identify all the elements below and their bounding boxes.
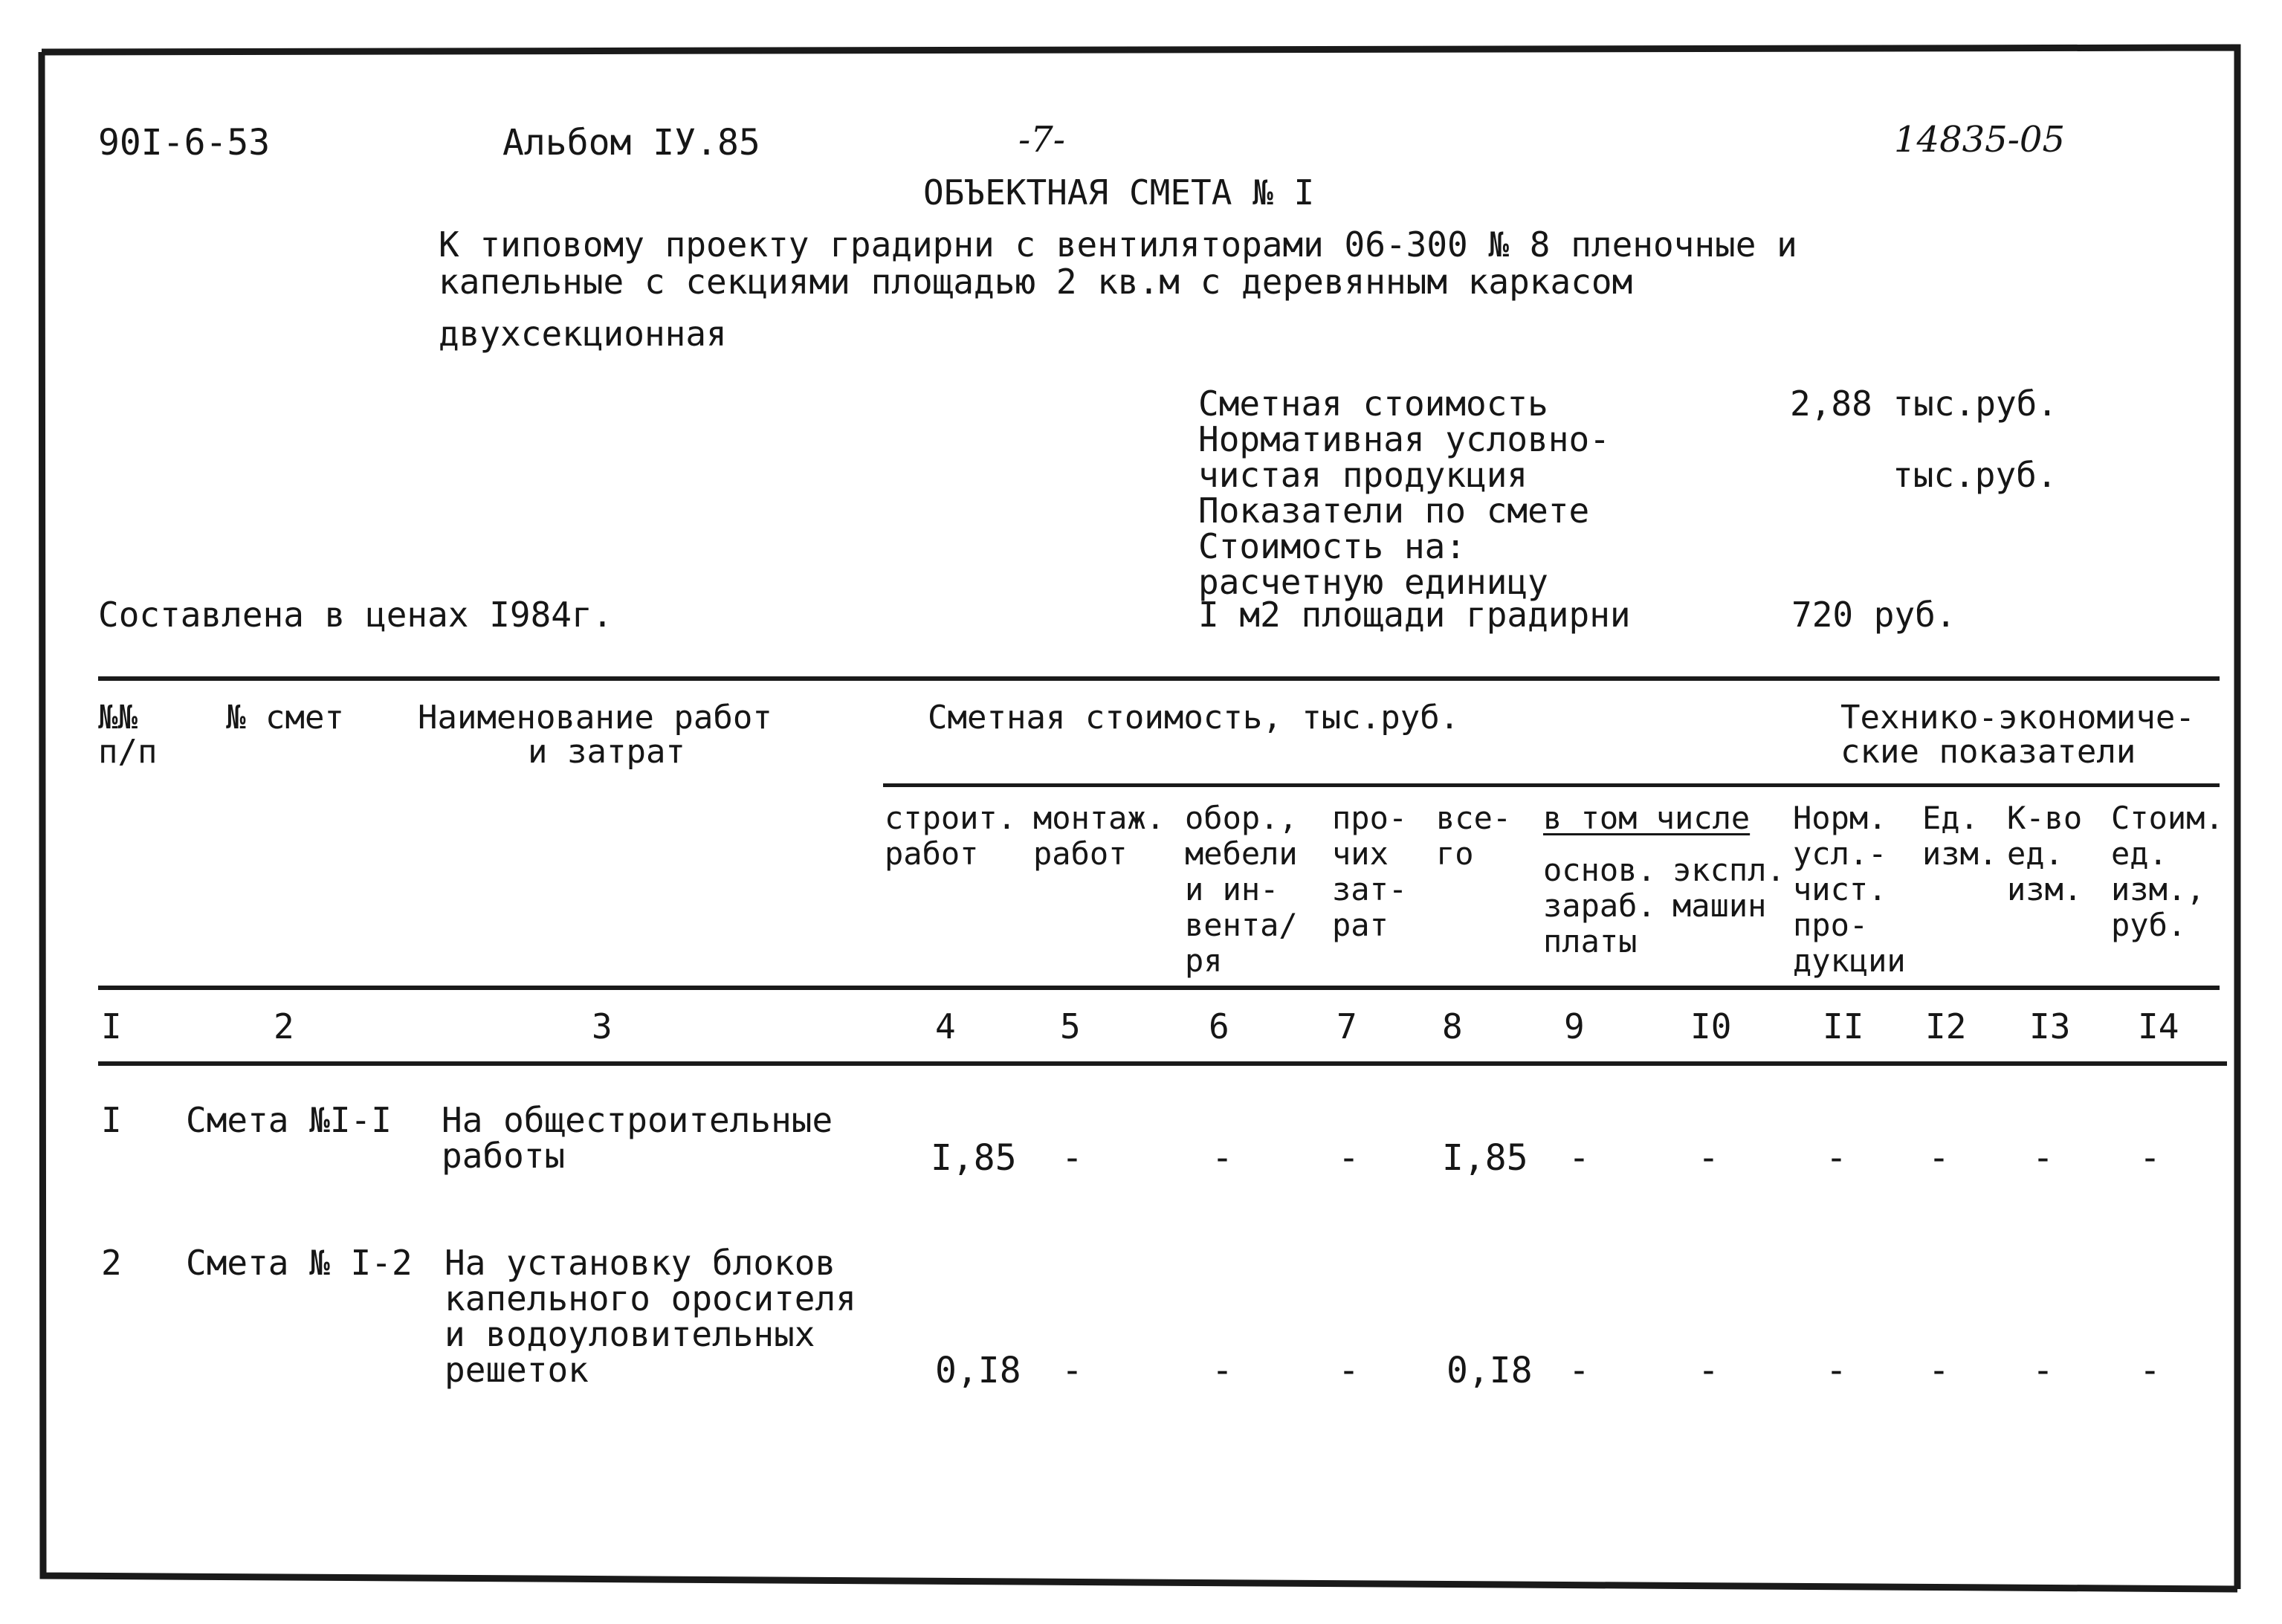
value-wages: -	[1568, 1350, 1590, 1391]
row-name-line: На установку блоков	[445, 1243, 836, 1283]
header-norm-5: дукции	[1793, 942, 1906, 979]
header-construction-2: работ	[885, 835, 979, 872]
value-norm: -	[1826, 1350, 1847, 1391]
value-total: I,85	[1442, 1137, 1528, 1179]
header-ucost-4: руб.	[2111, 907, 2187, 943]
header-num-2: п/п	[98, 733, 158, 771]
normative-label-2: чистая продукция	[1198, 455, 1528, 495]
value-qty: -	[2032, 1137, 2054, 1179]
header-unit-1: Ед.	[1922, 800, 1979, 836]
header-qty-1: К-во	[2007, 800, 2083, 836]
column-number: I4	[2138, 1006, 2179, 1046]
header-other-3: зат-	[1332, 871, 1408, 908]
header-including: в том числе	[1543, 800, 1751, 836]
header-name-2: и затрат	[528, 733, 685, 771]
table-top-rule	[98, 676, 2220, 681]
prices-note: Составлена в ценах I984г.	[98, 595, 613, 635]
header-norm-3: чист.	[1793, 871, 1887, 908]
column-number: I0	[1690, 1006, 1732, 1046]
header-wages-1: основ.	[1543, 852, 1656, 888]
column-number: 6	[1209, 1006, 1229, 1046]
row-number: I	[101, 1100, 122, 1140]
header-tech-group-2: ские показатели	[1840, 733, 2136, 771]
header-unit-2: изм.	[1922, 835, 1998, 872]
header-other-1: про-	[1332, 800, 1408, 836]
header-num-1: №№	[98, 699, 138, 737]
header-ucost-1: Стоим.	[2111, 800, 2224, 836]
numbers-bottom-rule	[98, 1061, 2227, 1066]
column-number: 9	[1564, 1006, 1585, 1046]
header-machines-1: экспл.	[1672, 852, 1785, 888]
column-number: II	[1823, 1006, 1864, 1046]
value-machines: -	[1698, 1350, 1719, 1391]
header-installation-1: монтаж.	[1033, 800, 1166, 836]
row-name-line: капельного оросителя	[445, 1278, 856, 1319]
unit-item-label: I м2 площади градирни	[1198, 595, 1631, 635]
unit-label: расчетную единицу	[1198, 562, 1548, 602]
row-estimate: Смета № I-2	[186, 1243, 413, 1283]
value-installation: -	[1061, 1350, 1083, 1391]
column-number: I2	[1925, 1006, 1967, 1046]
row-number: 2	[101, 1243, 122, 1283]
estimate-cost-value: 2,88 тыс.руб.	[1790, 384, 2058, 424]
value-unit: -	[1928, 1137, 1950, 1179]
column-number: I3	[2029, 1006, 2071, 1046]
normative-value: тыс.руб.	[1892, 455, 2058, 495]
value-installation: -	[1061, 1137, 1083, 1179]
header-qty-2: ед.	[2007, 835, 2063, 872]
header-tech-group-1: Технико-экономиче-	[1840, 699, 2195, 737]
column-number: 4	[935, 1006, 956, 1046]
column-number: 2	[274, 1006, 294, 1046]
column-number: 3	[592, 1006, 612, 1046]
column-number: 7	[1336, 1006, 1357, 1046]
header-bottom-rule	[98, 986, 2220, 990]
value-other: -	[1338, 1137, 1360, 1179]
project-code: 90I-6-53	[98, 122, 271, 164]
header-equipment-1: обор.,	[1185, 800, 1298, 836]
header-equipment-3: и ин-	[1185, 871, 1279, 908]
value-other: -	[1338, 1350, 1360, 1391]
header-installation-2: работ	[1033, 835, 1128, 872]
header-ucost-3: изм.,	[2111, 871, 2205, 908]
cost-per-label: Стоимость на:	[1198, 526, 1467, 566]
header-equipment-4: вента/	[1185, 907, 1298, 943]
value-wages: -	[1568, 1137, 1590, 1179]
value-construction: I,85	[931, 1137, 1017, 1179]
header-construction-1: строит.	[885, 800, 1017, 836]
subtitle-line-1: К типовому проекту градирни с вентиляторами 06-300 № 8 пленочные и	[439, 224, 1797, 265]
value-ucost: -	[2139, 1350, 2161, 1391]
value-machines: -	[1698, 1137, 1719, 1179]
header-other-4: рат	[1332, 907, 1389, 943]
column-number: 8	[1442, 1006, 1463, 1046]
column-number: 5	[1060, 1006, 1081, 1046]
cost-group-rule	[883, 783, 2220, 787]
indicators-label: Показатели по смете	[1198, 491, 1590, 531]
header-norm-2: усл.-	[1793, 835, 1887, 872]
value-qty: -	[2032, 1350, 2054, 1391]
row-name-line: решеток	[445, 1350, 589, 1390]
value-unit: -	[1928, 1350, 1950, 1391]
header-wages-2: зараб.	[1543, 887, 1656, 924]
document-title: ОБЪЕКТНАЯ СМЕТА № I	[923, 172, 1315, 213]
subtitle-line-3: двухсекционная	[439, 314, 727, 354]
row-name-line: и водоуловительных	[445, 1314, 815, 1354]
header-qty-3: изм.	[2007, 871, 2083, 908]
header-equipment-2: мебели	[1185, 835, 1298, 872]
header-total-1: все-	[1436, 800, 1512, 836]
value-ucost: -	[2139, 1137, 2161, 1179]
value-total: 0,I8	[1447, 1350, 1533, 1391]
page-number: -7-	[1018, 119, 1065, 161]
row-name-line: На общестроительные	[442, 1100, 833, 1140]
header-wages-3: платы	[1543, 923, 1638, 960]
album-label: Альбом IУ.85	[502, 122, 760, 164]
value-norm: -	[1826, 1137, 1847, 1179]
header-equipment-5: ря	[1185, 942, 1223, 979]
header-norm-1: Норм.	[1793, 800, 1887, 836]
header-norm-4: про-	[1793, 907, 1869, 943]
column-number: I	[101, 1006, 122, 1046]
header-cost-group: Сметная стоимость, тыс.руб.	[928, 699, 1460, 737]
header-total-2: го	[1436, 835, 1474, 872]
value-equipment: -	[1212, 1350, 1233, 1391]
unit-item-value: 720 руб.	[1791, 595, 1956, 635]
value-equipment: -	[1212, 1137, 1233, 1179]
header-machines-2: машин	[1672, 887, 1767, 924]
header-other-2: чих	[1332, 835, 1389, 872]
header-estimate-no: № смет	[226, 699, 344, 737]
header-name-1: Наименование работ	[418, 699, 772, 737]
row-estimate: Смета №I-I	[186, 1100, 392, 1140]
inventory-number: 14835-05	[1894, 119, 2065, 161]
estimate-cost-label: Сметная стоимость	[1198, 384, 1548, 424]
header-ucost-2: ед.	[2111, 835, 2168, 872]
value-construction: 0,I8	[935, 1350, 1021, 1391]
subtitle-line-2: капельные с секциями площадью 2 кв.м с деревянным каркасом	[439, 262, 1633, 302]
normative-label-1: Нормативная условно-	[1198, 419, 1610, 459]
row-name-line: работы	[442, 1136, 566, 1176]
